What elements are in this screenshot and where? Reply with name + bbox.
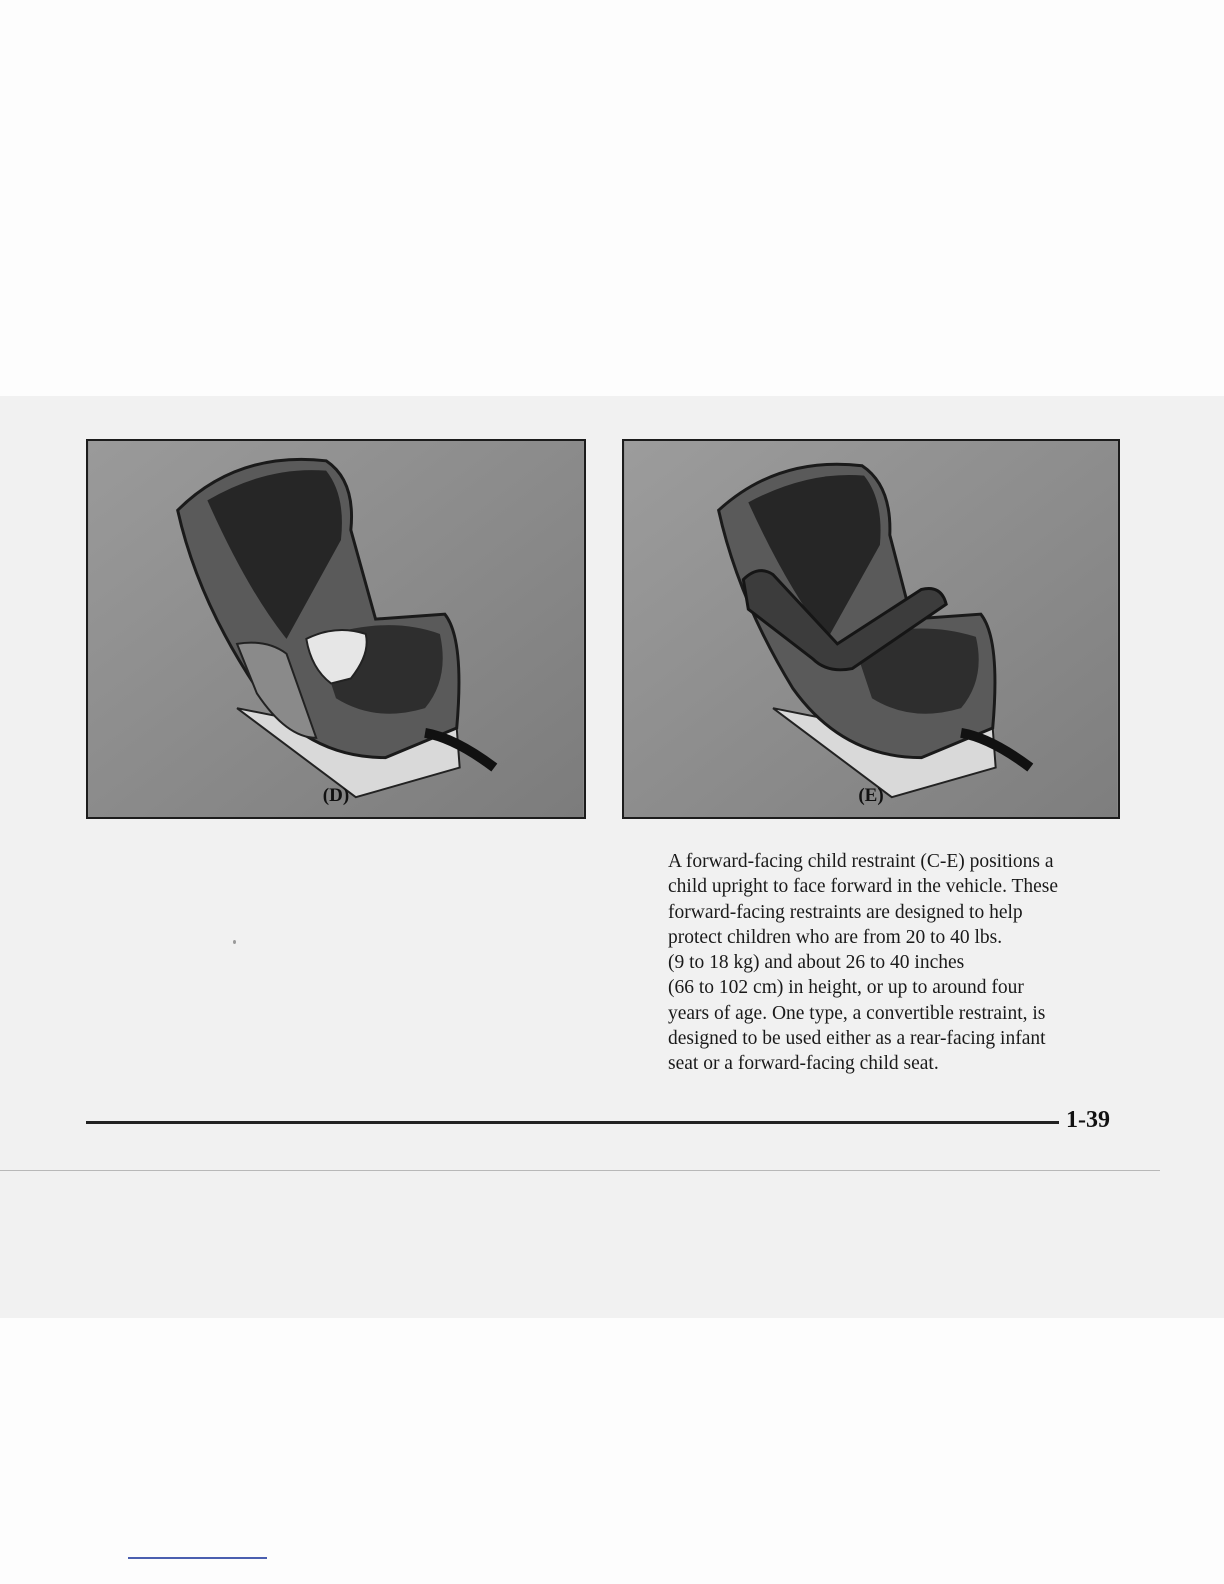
body-line: seat or a forward-facing child seat. bbox=[668, 1053, 939, 1075]
body-line: child upright to face forward in the vehicle. These bbox=[668, 876, 1059, 898]
figure-d-caption: (D) bbox=[322, 785, 350, 806]
body-line: designed to be used either as a rear-facing infant bbox=[668, 1028, 1046, 1050]
figure-d bbox=[86, 439, 586, 819]
bottom-underline bbox=[128, 1557, 267, 1559]
body-paragraph bbox=[668, 849, 1118, 1077]
body-line: (9 to 18 kg) and about 26 to 40 inches bbox=[668, 952, 965, 974]
footer-rule bbox=[86, 1121, 1059, 1124]
page-number: 1-39 bbox=[1066, 1107, 1110, 1133]
body-line: A forward-facing child restraint (C-E) positions a bbox=[668, 851, 1054, 872]
child-seat-d-icon bbox=[88, 441, 584, 817]
figure-e bbox=[622, 439, 1120, 819]
figure-e-caption: (E) bbox=[858, 785, 884, 806]
body-line: (66 to 102 cm) in height, or up to around four bbox=[668, 977, 1024, 999]
scan-divider bbox=[0, 1170, 1160, 1171]
scan-speck bbox=[233, 940, 236, 944]
child-seat-e-icon bbox=[624, 441, 1118, 817]
body-line: protect children who are from 20 to 40 lbs. bbox=[668, 926, 1003, 948]
body-line: forward-facing restraints are designed to help bbox=[668, 901, 1023, 923]
body-line: years of age. One type, a convertible restraint, is bbox=[668, 1002, 1046, 1024]
